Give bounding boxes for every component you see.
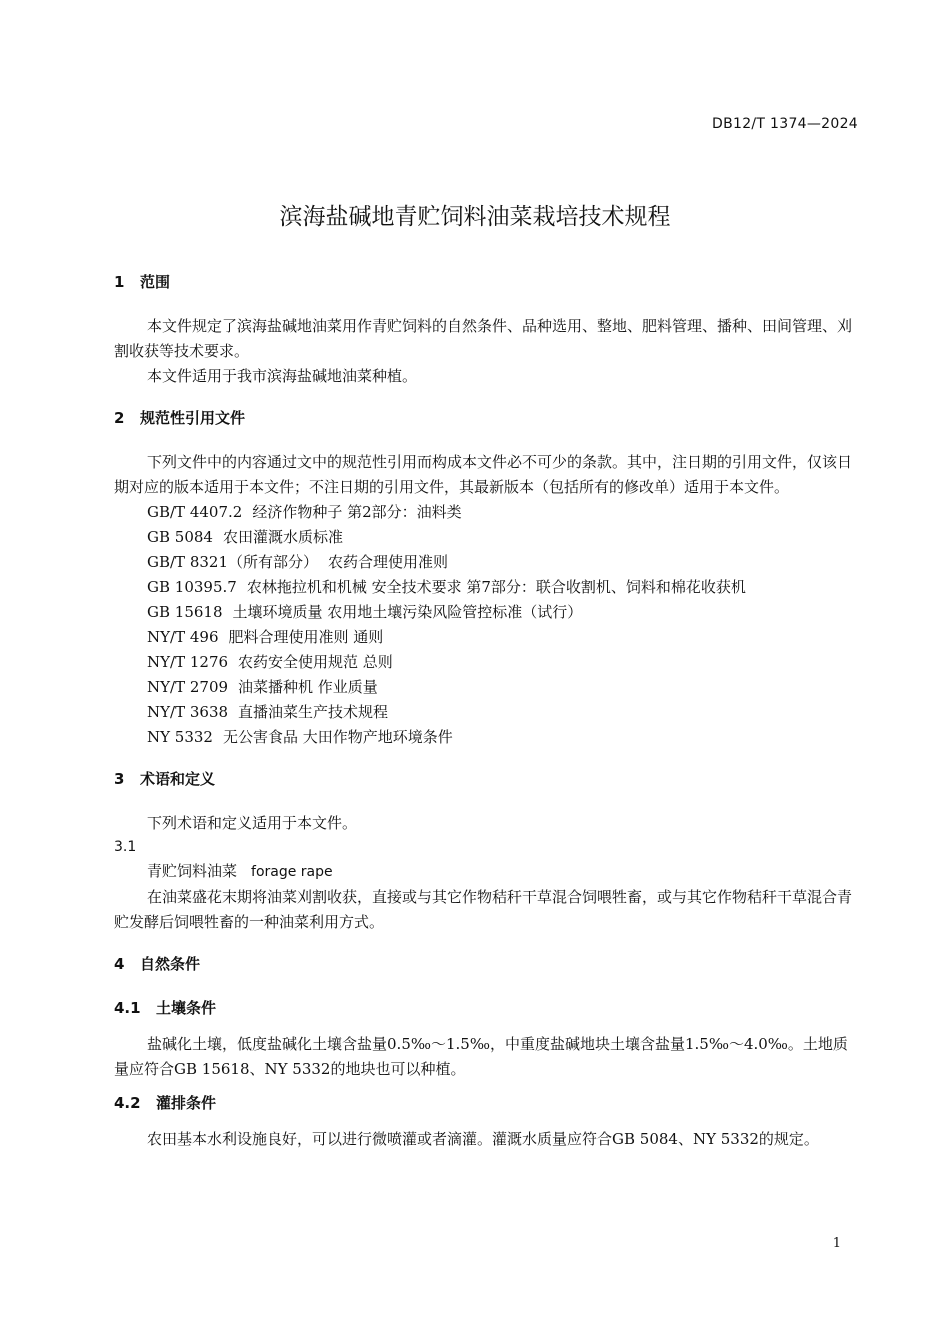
section-1-heading xyxy=(114,270,860,294)
section-2-paragraph-1: 下列文件中的内容通过文中的规范性引用而构成本文件必不可少的条款。其中，注日期的引用文件，仅该日期对应的版本适用于本文件；不注日期的引用文件，其最新版本（包括所有的修改单）适用于本文件。 xyxy=(114,453,853,496)
section-title: 术语和定义 xyxy=(140,770,216,788)
reference-title: 油菜播种机 作业质量 xyxy=(238,678,378,696)
reference-item xyxy=(114,725,860,750)
term-name-en: forage rape xyxy=(251,864,333,880)
reference-code: GB/T 4407.2 xyxy=(147,503,243,521)
term-number: 3.1 xyxy=(114,839,137,855)
term-name-cn: 青贮饲料油菜 xyxy=(147,862,238,880)
reference-code: NY/T 1276 xyxy=(147,653,229,671)
reference-item xyxy=(114,675,860,700)
document-body xyxy=(114,270,860,1152)
term-name xyxy=(114,859,860,885)
reference-code: NY 5332 xyxy=(147,728,213,746)
subsection-number: 4.2 xyxy=(114,1094,141,1112)
reference-code: GB 15618 xyxy=(147,603,223,621)
section-number: 3 xyxy=(114,770,125,788)
document-title: 滨海盐碱地青贮饲料油菜栽培技术规程 xyxy=(279,204,671,231)
section-3-paragraph-1: 下列术语和定义适用于本文件。 xyxy=(147,814,358,832)
reference-item xyxy=(114,650,860,675)
section-2-heading xyxy=(114,406,860,430)
reference-code: GB/T 8321（所有部分） xyxy=(147,553,319,571)
section-number: 1 xyxy=(114,273,125,291)
subsection-4-1-paragraph: 盐碱化土壤，低度盐碱化土壤含盐量0.5‰～1.5‰，中重度盐碱地块土壤含盐量1.5‰～4.0‰。土地质量应符合GB 15618、NY 5332的地块也可以种植。 xyxy=(114,1035,848,1078)
reference-code: GB 10395.7 xyxy=(147,578,237,596)
subsection-title: 灌排条件 xyxy=(156,1094,217,1112)
subsection-4-1-heading xyxy=(114,996,860,1020)
reference-title: 农林拖拉机和机械 安全技术要求 第7部分：联合收割机、饲料和棉花收获机 xyxy=(246,578,746,596)
section-4-heading xyxy=(114,952,860,976)
reference-title: 土壤环境质量 农用地土壤污染风险管控标准（试行） xyxy=(232,603,583,621)
reference-title: 经济作物种子 第2部分：油料类 xyxy=(252,503,462,521)
reference-item xyxy=(114,575,860,600)
reference-title: 农田灌溉水质标准 xyxy=(222,528,343,546)
section-3-heading xyxy=(114,767,860,791)
reference-item xyxy=(114,500,860,525)
reference-code: NY/T 3638 xyxy=(147,703,229,721)
reference-item xyxy=(114,600,860,625)
reference-item xyxy=(114,525,860,550)
page-number: 1 xyxy=(832,1236,841,1251)
subsection-number: 4.1 xyxy=(114,999,141,1017)
subsection-4-2-heading xyxy=(114,1091,860,1115)
reference-code: GB 5084 xyxy=(147,528,213,546)
reference-list xyxy=(114,500,860,750)
section-title: 范围 xyxy=(140,273,171,291)
reference-item xyxy=(114,700,860,725)
reference-title: 农药安全使用规范 总则 xyxy=(238,653,393,671)
reference-item xyxy=(114,550,860,575)
reference-title: 农药合理使用准则 xyxy=(328,553,449,571)
subsection-4-2-paragraph: 农田基本水利设施良好，可以进行微喷灌或者滴灌。灌溉水质量应符合GB 5084、NY 5332的规定。 xyxy=(147,1130,819,1148)
section-number: 2 xyxy=(114,409,125,427)
standard-code: DB12/T 1374—2024 xyxy=(712,116,858,132)
reference-title: 直播油菜生产技术规程 xyxy=(238,703,389,721)
section-1-paragraph-1: 本文件规定了滨海盐碱地油菜用作青贮饲料的自然条件、品种选用、整地、肥料管理、播种、田间管理、刈割收获等技术要求。 xyxy=(114,317,853,360)
reference-item xyxy=(114,625,860,650)
reference-code: NY/T 2709 xyxy=(147,678,229,696)
reference-title: 无公害食品 大田作物产地环境条件 xyxy=(222,728,453,746)
reference-title: 肥料合理使用准则 通则 xyxy=(228,628,384,646)
term-definition: 在油菜盛花末期将油菜刈割收获，直接或与其它作物秸秆干草混合饲喂牲畜，或与其它作物秸秆干草混合青贮发酵后饲喂牲畜的一种油菜利用方式。 xyxy=(114,888,853,931)
section-title: 规范性引用文件 xyxy=(140,409,246,427)
subsection-title: 土壤条件 xyxy=(156,999,217,1017)
reference-code: NY/T 496 xyxy=(147,628,219,646)
section-title: 自然条件 xyxy=(140,955,201,973)
section-number: 4 xyxy=(114,955,125,973)
section-1-paragraph-2: 本文件适用于我市滨海盐碱地油菜种植。 xyxy=(147,367,418,385)
